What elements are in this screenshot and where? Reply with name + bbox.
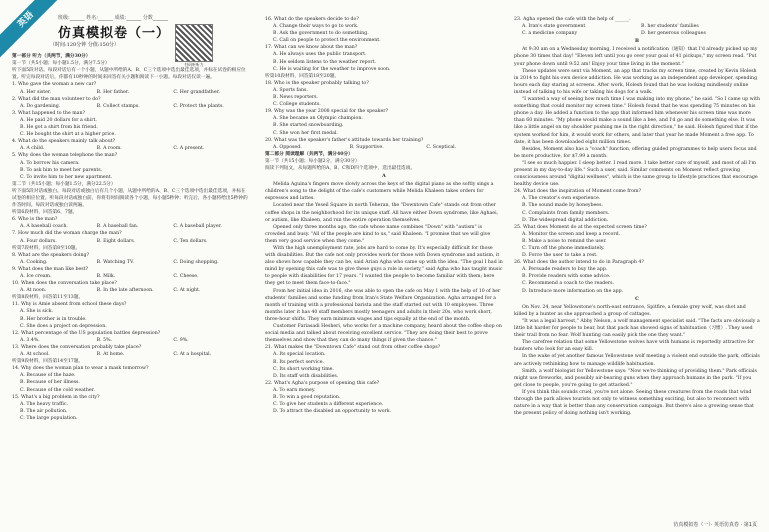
- option-row: [522, 30, 760, 37]
- option-b: D. her generous colleagues: [641, 31, 706, 37]
- text-line: 1. Who gave the woman a new car?: [12, 82, 97, 88]
- option-c: C. 9%.: [173, 337, 189, 343]
- text-line: 13. Where does the conversation probably take place?: [12, 344, 142, 350]
- option-c: C. Sceptical.: [426, 144, 457, 150]
- text-line: 20. What was the speaker's father's attitude towards her training?: [265, 137, 424, 143]
- option-a: A. Cooking.: [20, 259, 48, 265]
- text-line: 16. What do the speakers decide to do?: [265, 17, 359, 22]
- option-b: B. Collect stamps.: [96, 103, 140, 109]
- text-line: 9. What does the man like best?: [12, 266, 89, 272]
- option: C. Complaints from family members.: [522, 210, 610, 216]
- passage-paragraph: At 9:30 am on a Wednesday morning, I received a notification（通知）that I'd already picked up my phone 30 times that day! "Eleven left until you go over your goal of 41 pickups," my screen read. "Put your phone down until 9:52 am! Enjoy your time living in the moment.": [514, 47, 758, 67]
- option: C. To give her students a different experience.: [273, 402, 384, 408]
- passage-paragraph: Melida Aguina's fingers move slowly across the keys of the digital piano as she softly sings a children's song to the delight of the cafe's customers while Melida Khaleen takes orders for espressos and lattes.: [265, 182, 494, 202]
- option: A. Change their ways to go to work.: [273, 24, 359, 30]
- text-line: 10. When does the conversation take place?: [12, 281, 117, 287]
- option: B. Its perfect service.: [273, 359, 325, 365]
- passage-paragraph: On Nov. 24, near Yellowstone's north-east entrance, Spitfire, a female grey wolf, was shot and killed by a hunter as she approached a group of cattages.: [514, 304, 746, 317]
- page-subtitle: （时间:120分钟 分值:150分）: [50, 42, 120, 48]
- text-line: 11. Why is Amie absent from school these days?: [12, 302, 127, 308]
- option: B. The sound made by honeybees.: [522, 203, 603, 209]
- option-a: A. A child.: [20, 146, 45, 152]
- text-line: 听下面5段对话或独白。每段对话或独白后有几个小题，从题中所给的A、B、C三个选项中选出最佳选项，并标在试卷的相应位置。听每段对话或独白前，你将有时间阅读各个小题，每小题5秒钟；听完后，各小题将给出5秒钟的作答时间。每段对话或独白读两遍。: [12, 188, 248, 209]
- section-heading: 第二部分 阅读理解（共两节，满分40分）: [265, 151, 353, 157]
- option-b: B. Eight dollars.: [96, 238, 136, 244]
- column-2: [265, 16, 503, 521]
- option-b: B. In the late afternoon.: [96, 288, 154, 294]
- text-line: 6. Who is the man?: [12, 217, 58, 223]
- text-line: 听第7段材料，回答第8至10题。: [12, 245, 81, 251]
- option-a: A. Her sister.: [20, 89, 52, 95]
- option: A. He paid 20 dollars for a shirt.: [20, 117, 97, 123]
- option: B. Her brother is in trouble.: [20, 316, 87, 322]
- passage-paragraph: The carefree relation that some Yellowstone wolves have with humans is reportedly attractive for hunters who look for an easy kill.: [514, 340, 755, 353]
- option: B. He got a shirt from his friend.: [20, 125, 98, 131]
- option: B. The air pollution.: [20, 408, 68, 414]
- text-line: 12. What percentage of the US population battles depression?: [12, 330, 161, 336]
- option-b: B. her students' families: [641, 24, 699, 30]
- text-line: 18. Who is the speaker probably talking to?: [265, 80, 369, 86]
- option-row: [20, 103, 250, 110]
- option: B. Provide readers with some advice.: [522, 274, 611, 280]
- option: B. Because of her illness.: [20, 380, 80, 386]
- option-b: B. At home.: [96, 352, 125, 358]
- passage-paragraph: Opened only three months ago, the cafe whose name combines "Down" with "autism" is crowded and busy. "All of the people are kind to us," said Khaleen. "I promise that we will give them very good service when they come.": [265, 224, 491, 244]
- option-b: B. Watching TV.: [96, 259, 135, 265]
- option-a: A. Do gardening.: [20, 103, 61, 109]
- passage-letter: A: [382, 174, 386, 180]
- option: D. Its staff with disabilities.: [273, 373, 339, 379]
- option-row: [20, 223, 250, 230]
- option: C. To invite him to her new apartment.: [20, 174, 113, 180]
- option-c: C. Her grandfather.: [173, 89, 220, 95]
- option-row: [20, 145, 250, 152]
- text-line: 听第8段材料，回答第11至13题。: [12, 295, 84, 301]
- option-c: C. At night.: [173, 288, 201, 294]
- option-c: C. At a hospital.: [173, 352, 212, 358]
- passage-paragraph: These updates were sent via Moment, an app that tracks my screen time, created by Kevin Holesh in 2014 to fight his own device addiction. He was working as an independent app developer, spending hours each day staring at screens. After work, Holesh found that he was looking mindlessly online instead of talking to his wife or taking his dogs for a walk.: [514, 68, 758, 95]
- option-a: A. At noon.: [20, 288, 47, 294]
- option-row: [20, 287, 250, 294]
- option-a: A. A baseball coach.: [20, 224, 68, 230]
- option-b: B. 5%.: [96, 337, 113, 343]
- option-a: A. Opposed.: [273, 144, 302, 150]
- option: B. She started snowboarding.: [273, 123, 344, 129]
- option-row: [20, 89, 250, 96]
- text-line: 听第10段材料，回答第18至20题。: [265, 73, 340, 79]
- section-heading: 第一部分 听力（共两节，满分30分）: [12, 54, 91, 60]
- option-row: [20, 351, 250, 358]
- option: A. She is sick.: [20, 309, 54, 315]
- option-b: B. Milk.: [96, 274, 116, 279]
- text-line: 2. What did the man volunteer to do?: [12, 96, 101, 102]
- question: 21. What makes the "Downtown Cafe" stand out from other coffee shops?: [265, 345, 441, 351]
- option: A. To borrow his camera.: [20, 160, 80, 166]
- option: C. She won her first medal.: [273, 130, 338, 136]
- text-line: 听第6段材料，回答第6、7题。: [12, 210, 78, 216]
- option: D. Force the user to take a rest.: [522, 253, 598, 259]
- text-line: 8. What are the speakers doing?: [12, 252, 90, 258]
- option: C. Because of the cold weather.: [20, 387, 95, 393]
- option: B. To win a good reputation.: [273, 394, 341, 400]
- option-row: [273, 144, 503, 151]
- qr-code[interactable]: [175, 24, 213, 62]
- text-line: 第一节（共5小题；每小题1.5分，满分7.5分）: [12, 61, 110, 67]
- option: A. He always uses the public transport.: [273, 52, 367, 58]
- column-3: [514, 16, 760, 521]
- option: D. Introduce more information on the app.: [522, 288, 624, 294]
- column-3-content: [514, 16, 760, 417]
- option: B. To ask him to meet her parents.: [20, 167, 103, 173]
- option: C. He is waiting for the weather to improve soon.: [273, 66, 391, 72]
- page-footer: 仿真模拟卷（一）· 英语仿真卷 · 第1页: [673, 522, 757, 528]
- option-b: B. Her father.: [96, 89, 130, 95]
- option: C. The large population.: [20, 415, 78, 421]
- option: C. Recommend a coach to the readers.: [522, 281, 615, 287]
- option-c: C. Doing shopping.: [173, 259, 219, 265]
- passage-paragraph: Smith, a wolf biologist for Yellowstone says: "Now we're thinking of providing them." Park officials might use fireworks, and possibly air-bearing guns when they approach humans in the park. "If you get close to people, you're going to get attacked.": [514, 368, 757, 388]
- question: 22. What's Agha's purpose of opening this cafe?: [265, 380, 380, 386]
- option: C. College students.: [273, 102, 321, 108]
- passage-paragraph: "It was a legal harvest," Abby Nelson, a wolf management specialist said. "The facts are obviously a little bit harder for people to bear, but that pack has showed signs of habituation（习惯）. They used their trail from no fear. Wolf hunting can easily pick the one they want.": [514, 318, 760, 339]
- option: A. She became an Olympic champion.: [273, 116, 363, 122]
- text-line: 4. What do the speakers mainly talk about?: [12, 139, 116, 145]
- corner-tag-label: 英语: [0, 0, 60, 60]
- option: B. Make a noise to remind the user.: [522, 238, 607, 244]
- qr-caption: 扫码听听力: [184, 62, 204, 67]
- column-1: [12, 18, 250, 523]
- text-line: 15. What's a big problem in the city?: [12, 394, 100, 400]
- passage-letter: B: [635, 39, 639, 45]
- question: 25. What does Moment do at the expected screen time?: [514, 224, 647, 230]
- passage-paragraph: "I see so much happier. I sleep better. I read more. I take better care of myself, and most of all I'm present in my day-to-day life." Such a user, said. Similar comments on Moment reflect growing consciousness around "digital wellness", which is the same group to lifestyle practices that encourage healthy device use.: [514, 160, 758, 188]
- passage-paragraph: In the wake of yet another famous Yellowstone wolf meeting a violent end outside the park, officials are actively rethinking how to manage wildlife habituation.: [514, 354, 760, 367]
- option-row: [522, 23, 760, 30]
- text-line: 19. Why was the year 2008 special for the speaker?: [265, 109, 389, 115]
- text-line: 14. Why does the woman plan to wear a mask tomorrow?: [12, 366, 149, 372]
- column-1-content: [12, 53, 250, 422]
- question: 26. What does the author intend to do in Paragraph 4?: [514, 260, 644, 266]
- option: C. Turn off the phone immediately.: [522, 246, 605, 251]
- option: D. The widespread digital addiction.: [522, 217, 609, 223]
- question: 24. What does the inspiration of Moment come from?: [514, 189, 641, 195]
- option-row: [20, 273, 250, 280]
- option-a: C. a medicine company: [522, 31, 578, 37]
- text-line: 第二节（共15小题；每小题1.5分，满分22.5分）: [12, 181, 116, 187]
- option: A. Monitor the screen and keep a record.: [522, 231, 621, 237]
- option: A. Persuade readers to buy the app.: [522, 267, 608, 273]
- text-line: 7. How much did the woman charge the man?: [12, 231, 122, 237]
- passage-paragraph: "I wanted a way of seeing how much time I was making into my phone," he said. "So I came up with something that could monitor my screen time." Holesh found that he was spending 75 minutes on his phone a day. He added a function to the app that informed him whenever his screen time was more than 60 minutes. "My phone would make a sound like a bee, and I'd go and do something else. It was like a little angel on my shoulder pushing me in the right direction," he said. Holesh figured that if the system worked for him, it would work for others, and later that year he made Moment a free app. To date, it has been downloaded eight million times.: [514, 97, 760, 145]
- option-a: A. Iran's state government: [522, 24, 586, 30]
- option-a: A. At school.: [20, 352, 50, 358]
- option-b: B. A baseball fan.: [96, 224, 139, 230]
- option: C. Call on people to protect the environment.: [273, 38, 381, 44]
- page-title: 仿真模拟卷（一）: [58, 26, 171, 41]
- option-c: C. A present.: [173, 146, 205, 152]
- option: C. He bought the shirt at a higher price.: [20, 132, 116, 138]
- option: C. Its short working time.: [273, 366, 334, 372]
- option: A. The creator's own experience.: [522, 196, 601, 202]
- option: C. She does a project on depression.: [20, 323, 107, 329]
- column-2-content: [265, 16, 503, 415]
- passage-letter: C: [635, 296, 639, 302]
- option: B. He seldom listens to the weather report.: [273, 59, 376, 65]
- option-a: A. Four dollars.: [20, 238, 57, 244]
- text-line: 阅读下列短文，从每题所给的A、B、C和D四个选项中，选出最佳选项。: [265, 165, 416, 171]
- passage-paragraph: Besides, Moment also has a "coach" function, offering guided programmes to help users focus and be more productive, for $7.99 a month.: [514, 146, 757, 159]
- option: A. Sports fans.: [273, 87, 308, 93]
- text-line: 第一节（共15小题；每小题2分，满分30分）: [265, 158, 360, 164]
- option: A. Its special location.: [273, 352, 326, 358]
- text-line: 3. What happened to the man?: [12, 110, 85, 116]
- passage-paragraph: If you think this sounds cruel, you're not alone. Seeing these creatures from the roads that wind through the park allows tourists not only to witness something exciting, but also to reconnect with nature in a way that is better than any conservation campaign. But there's also a growing sense that the present policy of doing nothing isn't working.: [514, 389, 754, 417]
- text-line: 听下面5段对话。每段对话后有一个小题，从题中所给的A、B、C三个选项中选出最佳选项，并标在试卷的相应位置。听完每段对话后，你都有10秒钟的时间来回答有关小题和阅读下一小题。每段对话仅读一遍。: [12, 68, 246, 81]
- header-line: 班级:______ 姓名:______ 成绩:______ 分数______: [58, 15, 168, 21]
- question: 23. Agha opened the cafe with the help of ______.: [514, 17, 631, 22]
- option-a: A. Ice cream.: [20, 274, 52, 279]
- option-row: [20, 259, 250, 266]
- option-c: C. Ten dollars.: [173, 238, 208, 244]
- option-c: C. Cheese.: [173, 274, 199, 279]
- passage-paragraph: With the high unemployment rate, jobs are hard to come by. It's especially difficult for those with disabilities. But the cafe not only provides work for those with Down syndrome and autism, it also shows how capable they can be, said Arian Agha who came up with the idea. "The goal I had in mind by opening this cafe was to give these guys a role in society," said Agha who has taught music to people with disabilities for 17 years. "I wanted the people to become familiar with them; here they get to meet them face-to-face.": [265, 246, 503, 287]
- text-line: 听第9段材料，回答第14至17题。: [12, 359, 84, 365]
- option: D. To attract the disabled an opportunity to work.: [273, 409, 392, 415]
- text-line: 5. Why does the woman telephone the man?: [12, 153, 118, 159]
- option-c: C. A baseball player.: [173, 224, 222, 230]
- option: B. Ask the government to do something.: [273, 31, 369, 37]
- option-c: C. Protect the plants.: [173, 103, 224, 109]
- passage-paragraph: Customer Fariasadi Hesheri, who works for a machine company, heard about the coffee shop on social media and talked about receiving excellent service. "They are doing their best to prove themselves and show that they can do many things if given the chance.": [265, 324, 502, 344]
- text-line: 17. What can we know about the man?: [265, 45, 358, 51]
- option-b: B. A room.: [96, 146, 122, 152]
- option: A. Because of the haze.: [20, 373, 76, 379]
- option-row: [20, 337, 250, 344]
- option: B. News reporters.: [273, 95, 319, 101]
- option: A. To earn money.: [273, 387, 316, 393]
- option: A. The heavy traffic.: [20, 401, 69, 407]
- option-a: A. 3.4%.: [20, 337, 40, 343]
- passage-paragraph: From her initial idea in 2016, she was able to open the cafe on May 1 with the help of 10 of her students' families and some funding from Iran's State Welfare Organization. Agha arranged for a month of training with a professional barista and the staff started out with 10 employees. Three months later it has 40 staff members mostly teenagers and adults in their 20s, who work short, three-hour shifts. They earn minimum wages and tips equally at the end of the month.: [265, 288, 501, 322]
- passage-paragraph: Located near the Yeseil Square in north Teheran, the "Downtown Cafe" stands out from other coffee shops in the neighborhood for its unique staff. All have either Down syndrome, like Aghaei, or autism, like Khaleen, and run the entire operation themselves.: [265, 203, 499, 223]
- option-b: B. Supportive.: [349, 144, 384, 150]
- option-row: [20, 238, 250, 245]
